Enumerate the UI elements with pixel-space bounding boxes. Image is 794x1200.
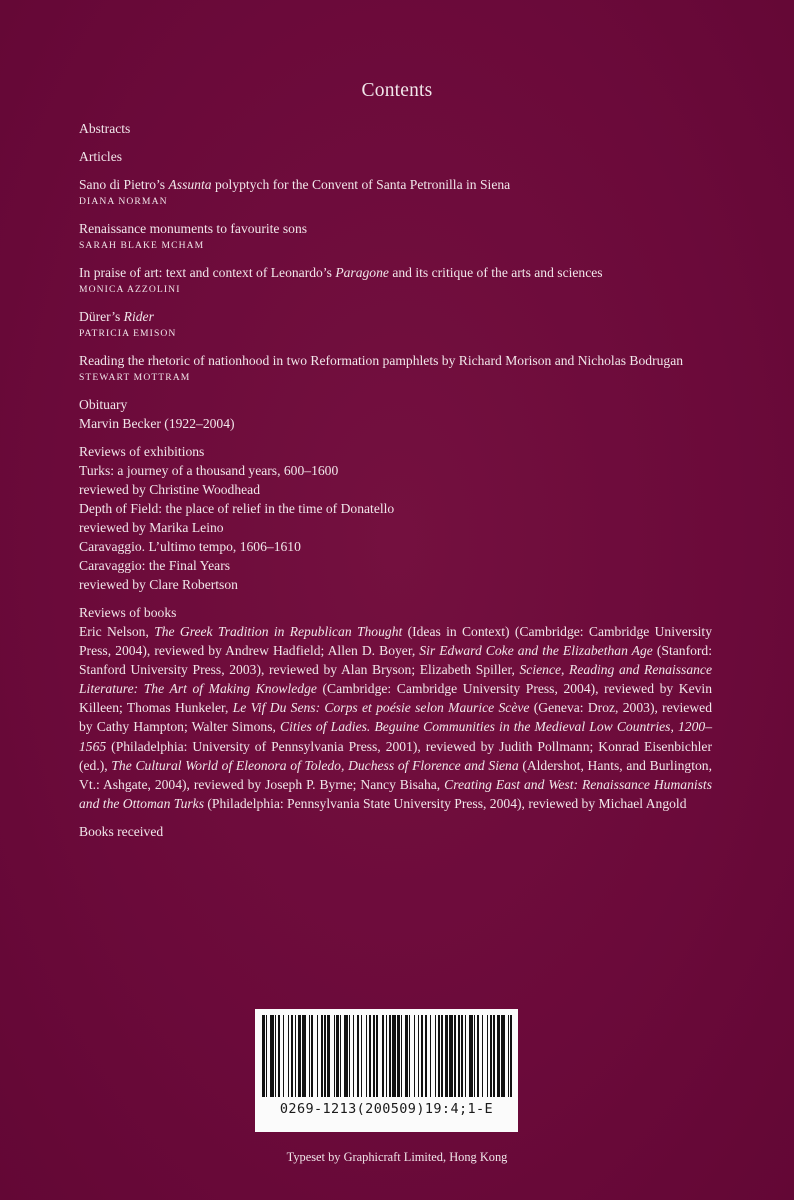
barcode-stripe (469, 1015, 473, 1097)
barcode-stripe (493, 1015, 494, 1097)
barcode-stripe (369, 1015, 372, 1097)
barcode-stripe (414, 1015, 415, 1097)
review-book-title: Le Vif Du Sens: Corps et poésie selon Maurice Scève (232, 700, 530, 716)
barcode-stripe (397, 1015, 400, 1097)
barcode-stripe (334, 1015, 335, 1097)
barcode-stripe (421, 1015, 424, 1097)
barcode-stripe (336, 1015, 339, 1097)
article-title-pre: Sano di Pietro’s (79, 177, 169, 192)
barcode-stripe (418, 1015, 419, 1097)
review-book-title: Creating East and West: Renaissance Humanists and the Ottoman Turks (79, 776, 712, 811)
article-title-italic: Rider (123, 309, 154, 324)
barcode-stripe (373, 1015, 376, 1097)
barcode-stripe (435, 1015, 436, 1097)
article-entry (79, 351, 712, 386)
barcode-stripe (324, 1015, 325, 1097)
review-text: (Geneva: Droz, 2003), reviewed by Cathy Hampton; Walter Simons, (79, 700, 712, 735)
article-author: SARAH BLAKE MCHAM (79, 240, 205, 251)
barcode-stripe (266, 1015, 267, 1097)
article-title-post: polyptych for the Convent of Santa Petronilla in Siena (211, 177, 511, 192)
barcode-stripe (477, 1015, 480, 1097)
barcode-stripe (458, 1015, 459, 1097)
exhibition-line: Caravaggio: the Final Years (79, 558, 231, 573)
review-book-title: The Greek Tradition in Republican Thought (154, 624, 403, 639)
review-text: (Stanford: Stanford University Press, 2003), reviewed by Alan Bryson; Elizabeth Spiller, (79, 643, 712, 678)
barcode-stripe (392, 1015, 396, 1097)
barcode-stripe (349, 1015, 350, 1097)
barcode-stripe (454, 1015, 455, 1097)
barcode-stripe (298, 1015, 301, 1097)
article-author: PATRICIA EMISON (79, 328, 177, 339)
barcode-stripe (389, 1015, 390, 1097)
article-title-pre: In praise of art: text and context of Leonardo’s (79, 265, 336, 280)
exhibition-line: Caravaggio. L’ultimo tempo, 1606–1610 (79, 539, 301, 554)
obituary-heading: Obituary (79, 397, 128, 412)
exhibition-line: Turks: a journey of a thousand years, 600–1600 (79, 463, 339, 478)
barcode-stripe (295, 1015, 296, 1097)
table-of-contents (79, 119, 712, 841)
article-title-pre: Renaissance monuments to favourite sons (79, 221, 308, 236)
review-text: (Philadelphia: University of Pennsylvania Press, 2001), reviewed by Judith Pollmann; Konrad Eisenbichler (ed.), (79, 738, 712, 773)
barcode-stripe (291, 1015, 294, 1097)
article-author: STEWART MOTTRAM (79, 372, 191, 383)
review-book-title: Sir Edward Coke and the Elizabethan Age (419, 643, 653, 659)
article-title-italic: Assunta (168, 177, 212, 192)
barcode-number: 0269-1213(200509)19:4;1-E (279, 1101, 494, 1117)
barcode-stripe (344, 1015, 348, 1097)
barcode-stripe (357, 1015, 360, 1097)
article-entry (79, 263, 712, 298)
barcode-stripe (487, 1015, 488, 1097)
barcode-stripe (465, 1015, 466, 1097)
obituary-name: Marvin Becker (1922–2004) (79, 416, 235, 431)
barcode-bars (262, 1015, 514, 1097)
review-text: (Philadelphia: Pennsylvania State University Press, 2004), reviewed by Michael Angold (204, 795, 687, 811)
barcode-stripe (321, 1015, 324, 1097)
barcode-stripe (449, 1015, 453, 1097)
review-book-title: Science, Reading and Renaissance Literature: The Art of Making Knowledge (79, 662, 712, 697)
barcode-stripe (461, 1015, 464, 1097)
barcode-stripe (497, 1015, 500, 1097)
articles-label: Articles (79, 149, 123, 164)
exhibition-line: reviewed by Christine Woodhead (79, 482, 260, 497)
article-title-post: and its critique of the arts and sciences (388, 265, 603, 280)
barcode-stripe (270, 1015, 274, 1097)
review-book-title: Cities of Ladies. Beguine Communities in the Medieval Low Countries, 1200–1565 (79, 719, 712, 754)
review-text: (Ideas in Context) (Cambridge: Cambridge University Press, 2004), reviewed by Andrew Hadfield; Allen D. Boyer, (79, 624, 712, 659)
barcode-stripe (275, 1015, 276, 1097)
barcode-stripe (430, 1015, 431, 1097)
barcode-stripe (311, 1015, 312, 1097)
barcode-stripe (382, 1015, 385, 1097)
barcode-stripe (278, 1015, 281, 1097)
article-entry (79, 175, 712, 210)
article-entry (79, 307, 712, 342)
barcode-stripe (366, 1015, 367, 1097)
barcode-stripe (490, 1015, 493, 1097)
article-title-pre: Dürer’s (79, 309, 124, 324)
barcode-stripe (353, 1015, 354, 1097)
barcode-stripe (401, 1015, 402, 1097)
barcode-stripe (309, 1015, 310, 1097)
exhibition-line: reviewed by Marika Leino (79, 520, 224, 535)
review-text: (Aldershot, Hants, and Burlington, Vt.: Ashgate, 2004), reviewed by Joseph P. Byrne; Nancy Bisaha, (79, 757, 712, 792)
barcode-stripe (302, 1015, 306, 1097)
exhibitions-section (79, 442, 712, 594)
barcode-stripe (508, 1015, 509, 1097)
obituary-section (79, 395, 712, 433)
barcode-stripe (376, 1015, 377, 1097)
contents-heading: Contents (361, 80, 433, 101)
barcode (255, 1009, 518, 1132)
barcode-stripe (409, 1015, 410, 1097)
typesetter-credit: Typeset by Graphicraft Limited, Hong Kong (286, 1150, 508, 1164)
book-reviews-text (79, 622, 712, 813)
books-received-label: Books received (79, 823, 164, 839)
article-entry (79, 219, 712, 254)
review-text: (Cambridge: Cambridge University Press, 2004), reviewed by Kevin Killeen; Thomas Hunkeler, (79, 681, 712, 716)
review-text: Eric Nelson, (79, 624, 155, 639)
barcode-stripe (361, 1015, 362, 1097)
abstracts-label: Abstracts (79, 121, 131, 136)
barcode-stripe (317, 1015, 318, 1097)
book-reviews-heading: Reviews of books (79, 605, 177, 620)
article-author: MONICA AZZOLINI (79, 284, 181, 295)
barcode-stripe (283, 1015, 284, 1097)
barcode-stripe (288, 1015, 289, 1097)
article-title-italic: Paragone (335, 265, 389, 280)
barcode-stripe (438, 1015, 441, 1097)
barcode-stripe (327, 1015, 330, 1097)
exhibitions-heading: Reviews of exhibitions (79, 444, 205, 459)
barcode-stripe (441, 1015, 442, 1097)
article-title-pre: Reading the rhetoric of nationhood in two Reformation pamphlets by Richard Morison and Nicholas Bodrugan (79, 353, 684, 368)
barcode-stripe (482, 1015, 483, 1097)
barcode-stripe (262, 1015, 265, 1097)
barcode-stripe (340, 1015, 341, 1097)
barcode-stripe (445, 1015, 448, 1097)
barcode-stripe (425, 1015, 428, 1097)
barcode-stripe (474, 1015, 475, 1097)
exhibition-line: reviewed by Clare Robertson (79, 577, 238, 592)
barcode-stripe (510, 1015, 511, 1097)
review-book-title: The Cultural World of Eleonora of Toledo, Duchess of Florence and Siena (111, 757, 519, 773)
barcode-stripe (501, 1015, 505, 1097)
exhibition-line: Depth of Field: the place of relief in the time of Donatello (79, 501, 395, 516)
book-reviews-section (79, 603, 712, 813)
barcode-stripe (386, 1015, 387, 1097)
barcode-stripe (405, 1015, 408, 1097)
article-author: DIANA NORMAN (79, 196, 168, 207)
